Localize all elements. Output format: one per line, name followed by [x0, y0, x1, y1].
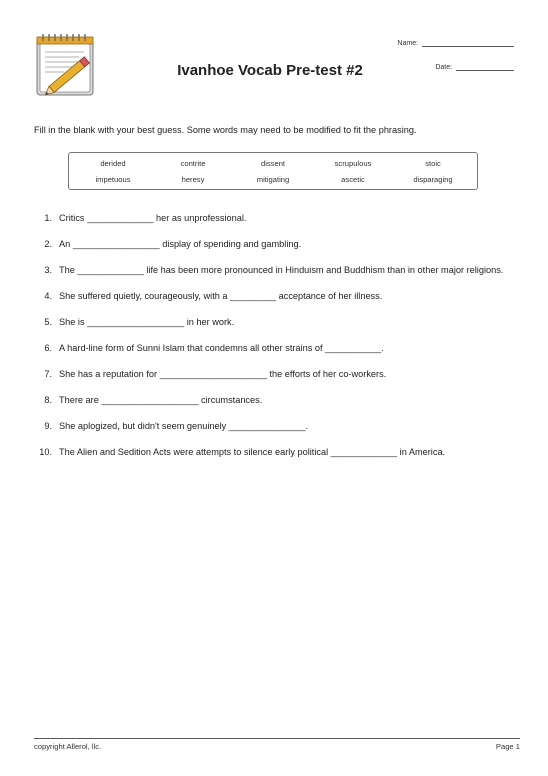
- footer-copyright: copyright Allerol, llc.: [34, 742, 102, 751]
- question-item: [34, 234, 514, 254]
- name-field[interactable]: [397, 40, 514, 47]
- question-item: [34, 286, 514, 306]
- question-text[interactable]: She suffered quietly, courageously, with a _________ acceptance of her illness.: [59, 291, 383, 301]
- question-text[interactable]: She aplogized, but didn't seem genuinely _______________.: [59, 421, 308, 431]
- question-item: [34, 312, 514, 332]
- word-bank-item: dissent: [260, 158, 286, 168]
- page-title: Ivanhoe Vocab Pre-test #2: [177, 62, 363, 79]
- question-text[interactable]: The Alien and Sedition Acts were attempts to silence early political _____________ in America.: [59, 447, 446, 457]
- question-list: [34, 208, 514, 468]
- question-text[interactable]: She has a reputation for _____________________ the efforts of her co-workers.: [59, 369, 387, 379]
- question-text[interactable]: The _____________ life has been more pronounced in Hinduism and Buddhism than in other major religions.: [59, 265, 504, 275]
- question-number: 6.: [44, 343, 52, 353]
- name-blank-line[interactable]: [422, 40, 514, 47]
- word-bank-item: ascetic: [341, 174, 365, 184]
- question-number: 8.: [44, 395, 52, 405]
- word-bank-item: scrupulous: [334, 158, 372, 168]
- name-label: Name:: [397, 40, 419, 47]
- question-text[interactable]: Critics _____________ her as unprofessional.: [59, 213, 247, 223]
- word-bank-item: derided: [100, 158, 126, 168]
- question-item: [34, 390, 514, 410]
- question-item: [34, 364, 514, 384]
- question-item: [34, 442, 514, 462]
- word-bank-item: stoic: [425, 158, 441, 168]
- question-number: 10.: [39, 447, 52, 457]
- word-bank-item: mitigating: [256, 174, 290, 184]
- word-bank-item: impetuous: [95, 174, 131, 184]
- word-bank: [68, 152, 478, 190]
- question-text[interactable]: A hard-line form of Sunni Islam that condemns all other strains of ___________.: [59, 343, 384, 353]
- question-number: 1.: [44, 213, 52, 223]
- question-number: 3.: [44, 265, 52, 275]
- word-bank-item: contrite: [180, 158, 206, 168]
- question-number: 4.: [44, 291, 52, 301]
- question-text[interactable]: There are ___________________ circumstances.: [59, 395, 263, 405]
- question-number: 9.: [44, 421, 52, 431]
- question-number: 2.: [44, 239, 52, 249]
- instructions-text: Fill in the blank with your best guess. Some words may need to be modified to fit the phrasing.: [34, 125, 417, 135]
- footer-divider: [34, 738, 520, 739]
- question-text[interactable]: She is ___________________ in her work.: [59, 317, 235, 327]
- question-item: [34, 416, 514, 436]
- question-number: 7.: [44, 369, 52, 379]
- footer-page-number: Page 1: [495, 742, 520, 751]
- question-number: 5.: [44, 317, 52, 327]
- date-label: Date:: [435, 64, 453, 71]
- word-bank-item: disparaging: [413, 174, 453, 184]
- question-item: [34, 338, 514, 358]
- date-field[interactable]: [435, 64, 514, 71]
- date-blank-line[interactable]: [456, 64, 514, 71]
- question-text[interactable]: An _________________ display of spending and gambling.: [59, 239, 302, 249]
- question-item: [34, 260, 514, 280]
- word-bank-item: heresy: [181, 174, 205, 184]
- question-item: [34, 208, 514, 228]
